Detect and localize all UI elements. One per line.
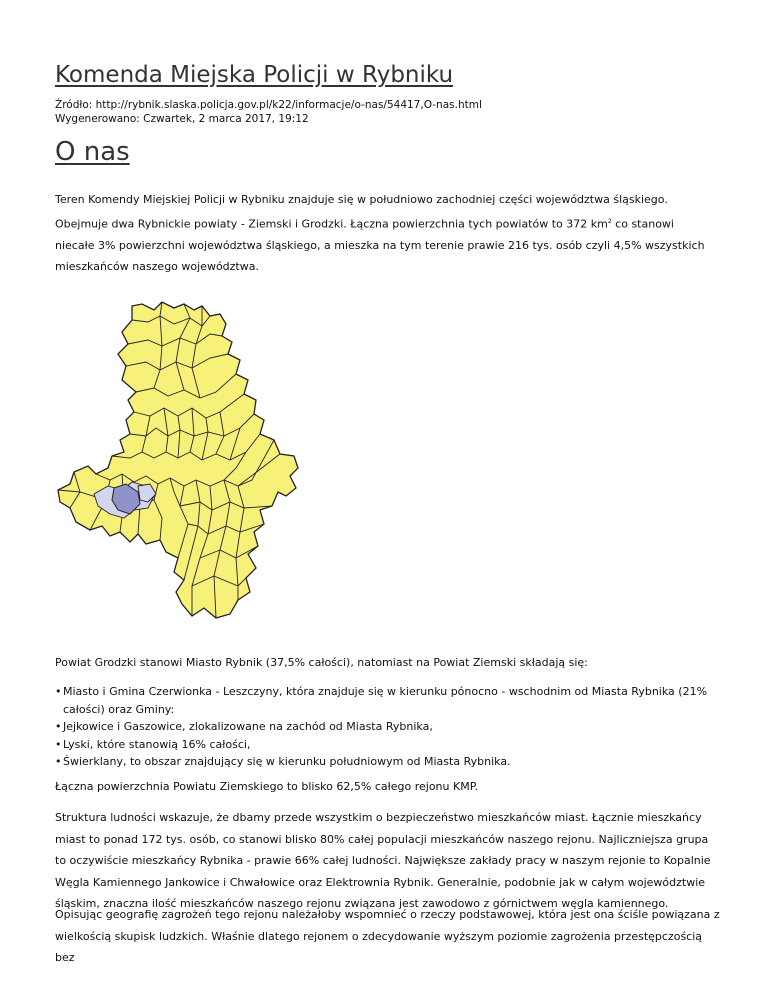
generated-line: Wygenerowano: Czwartek, 2 marca 2017, 19:12 xyxy=(55,113,309,125)
silesia-map xyxy=(50,296,320,626)
district-list xyxy=(55,683,720,771)
site-title[interactable]: Komenda Miejska Policji w Rybniku xyxy=(55,62,454,88)
intro-superscript: 2 xyxy=(607,217,612,225)
list-item: • Lyski, które stanowią 16% całości, xyxy=(55,736,720,754)
page-title[interactable]: O nas xyxy=(55,137,130,167)
list-item: • Świerklany, to obszar znajdujący się w kierunku południowym od Miasta Rybnika. xyxy=(55,753,720,771)
powiat-paragraph: Powiat Grodzki stanowi Miasto Rybnik (37,5% całości), natomiast na Powiat Ziemski składają się: xyxy=(55,656,588,669)
intro-paragraph xyxy=(55,189,715,278)
intro-text-a: Teren Komendy Miejskiej Policji w Rybniku znajduje się w południowo zachodniej części województwa śląskiego. Obejmuje dwa Rybnickie powiaty - Ziemski i Grodzki. Łączna powierzchnia tych powiatów to 372 km xyxy=(55,193,668,231)
population-paragraph: Struktura ludności wskazuje, że dbamy przede wszystkim o bezpieczeństwo mieszkańców miast. Łącznie mieszkańcy miast to ponad 172 tys. osób, co stanowi blisko 80% całej populacji mieszkańców naszego rejonu. Najliczniejsza grupa to oczywiście mieszkańcy Rybnika - prawie 66% całej ludności. Największe zakłady pracy w naszym rejonie to Kopalnie Węgla Kamiennego Jankowice i Chwałowice oraz Elektrownia Rybnik. Generalnie, podobnie jak w całym województwie śląskim, znaczna ilość mieszkańców naszego rejonu związana jest zawodowo z górnictwem węgla kamiennego. xyxy=(55,811,711,910)
document-meta xyxy=(55,98,482,126)
ziemski-area-paragraph: Łączna powierzchnia Powiatu Ziemskiego to blisko 62,5% całego rejonu KMP. xyxy=(55,780,479,793)
source-line: Źródło: http://rybnik.slaska.policja.gov.pl/k22/informacje/o-nas/54417,O-nas.html xyxy=(55,99,482,111)
geography-paragraph: Opisując geografię zagrożeń tego rejonu należałoby wspomnieć o rzeczy podstawowej, która jest ona ściśle powiązana z wielkością skupisk ludzkich. Właśnie dlatego rejonem o zdecydowanie wyższym poziomie zagrożenia przestępczością bez xyxy=(55,908,720,964)
list-item: • Miasto i Gmina Czerwionka - Leszczyny, która znajduje się w kierunku pónocno - wschodnim od Miasta Rybnika (21% całości) oraz Gminy: xyxy=(55,683,720,718)
list-item: • Jejkowice i Gaszowice, zlokalizowane na zachód od Miasta Rybnika, xyxy=(55,718,720,736)
intro-text-b: co stanowi niecałe 3% powierzchni województwa śląskiego, a mieszka na tym terenie prawie 216 tys. osób czyli 4,5% wszystkich mieszkańców naszego województwa. xyxy=(55,217,705,274)
